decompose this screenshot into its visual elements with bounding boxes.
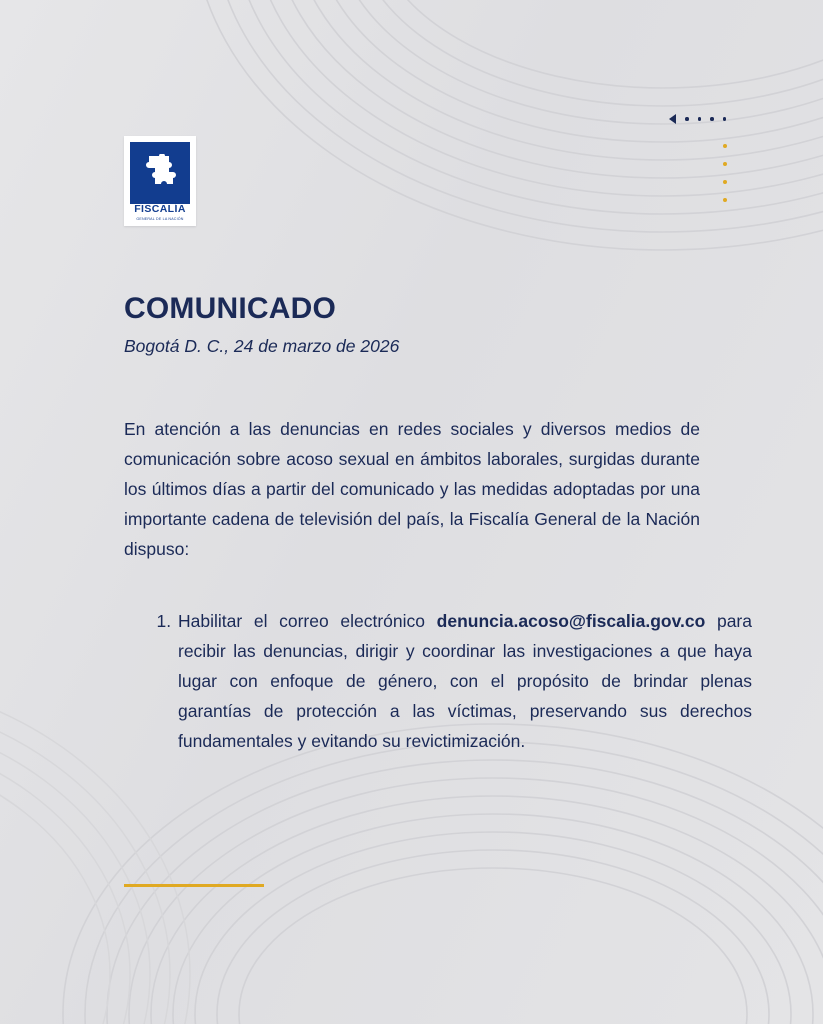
list-item [176,606,752,756]
document-content [124,0,752,1024]
list-item-text-after: para recibir las denuncias, dirigir y coordinar las investigaciones a que haya lugar con enfoque de género, con el propósito de brindar plenas garantías de protección a las víctimas, preservando sus derechos fundamentales y evitando su revictimización. [178,611,752,751]
list-item-text-before: Habilitar el correo electrónico [178,611,437,631]
dot-icon [723,180,727,184]
dot-icon [710,117,714,121]
dot-icon [723,198,727,202]
puzzle-piece-icon [143,154,177,192]
dot-icon [723,117,727,121]
dateline: Bogotá D. C., 24 de marzo de 2026 [124,336,400,356]
dot-icon [723,162,727,166]
fiscalia-logo [124,136,196,226]
logo-wordmark: FISCALÍA [134,202,186,215]
numbered-list [124,606,752,756]
logo-subtitle: GENERAL DE LA NACIÓN [136,217,184,222]
logo-badge [130,142,190,204]
dot-icon [723,144,727,148]
intro-paragraph: En atención a las denuncias en redes sociales y diversos medios de comunicación sobre acoso sexual en ámbitos laborales, surgidas durante los últimos días a partir del comunicado y las medidas adoptadas por una importante cadena de televisión del país, la Fiscalía General de la Nación dispuso: [124,418,700,559]
accent-rule [124,884,264,887]
list-item-email: denuncia.acoso@fiscalia.gov.co [436,611,706,631]
page-title: COMUNICADO [124,292,336,326]
decorative-marker-column [723,144,727,202]
